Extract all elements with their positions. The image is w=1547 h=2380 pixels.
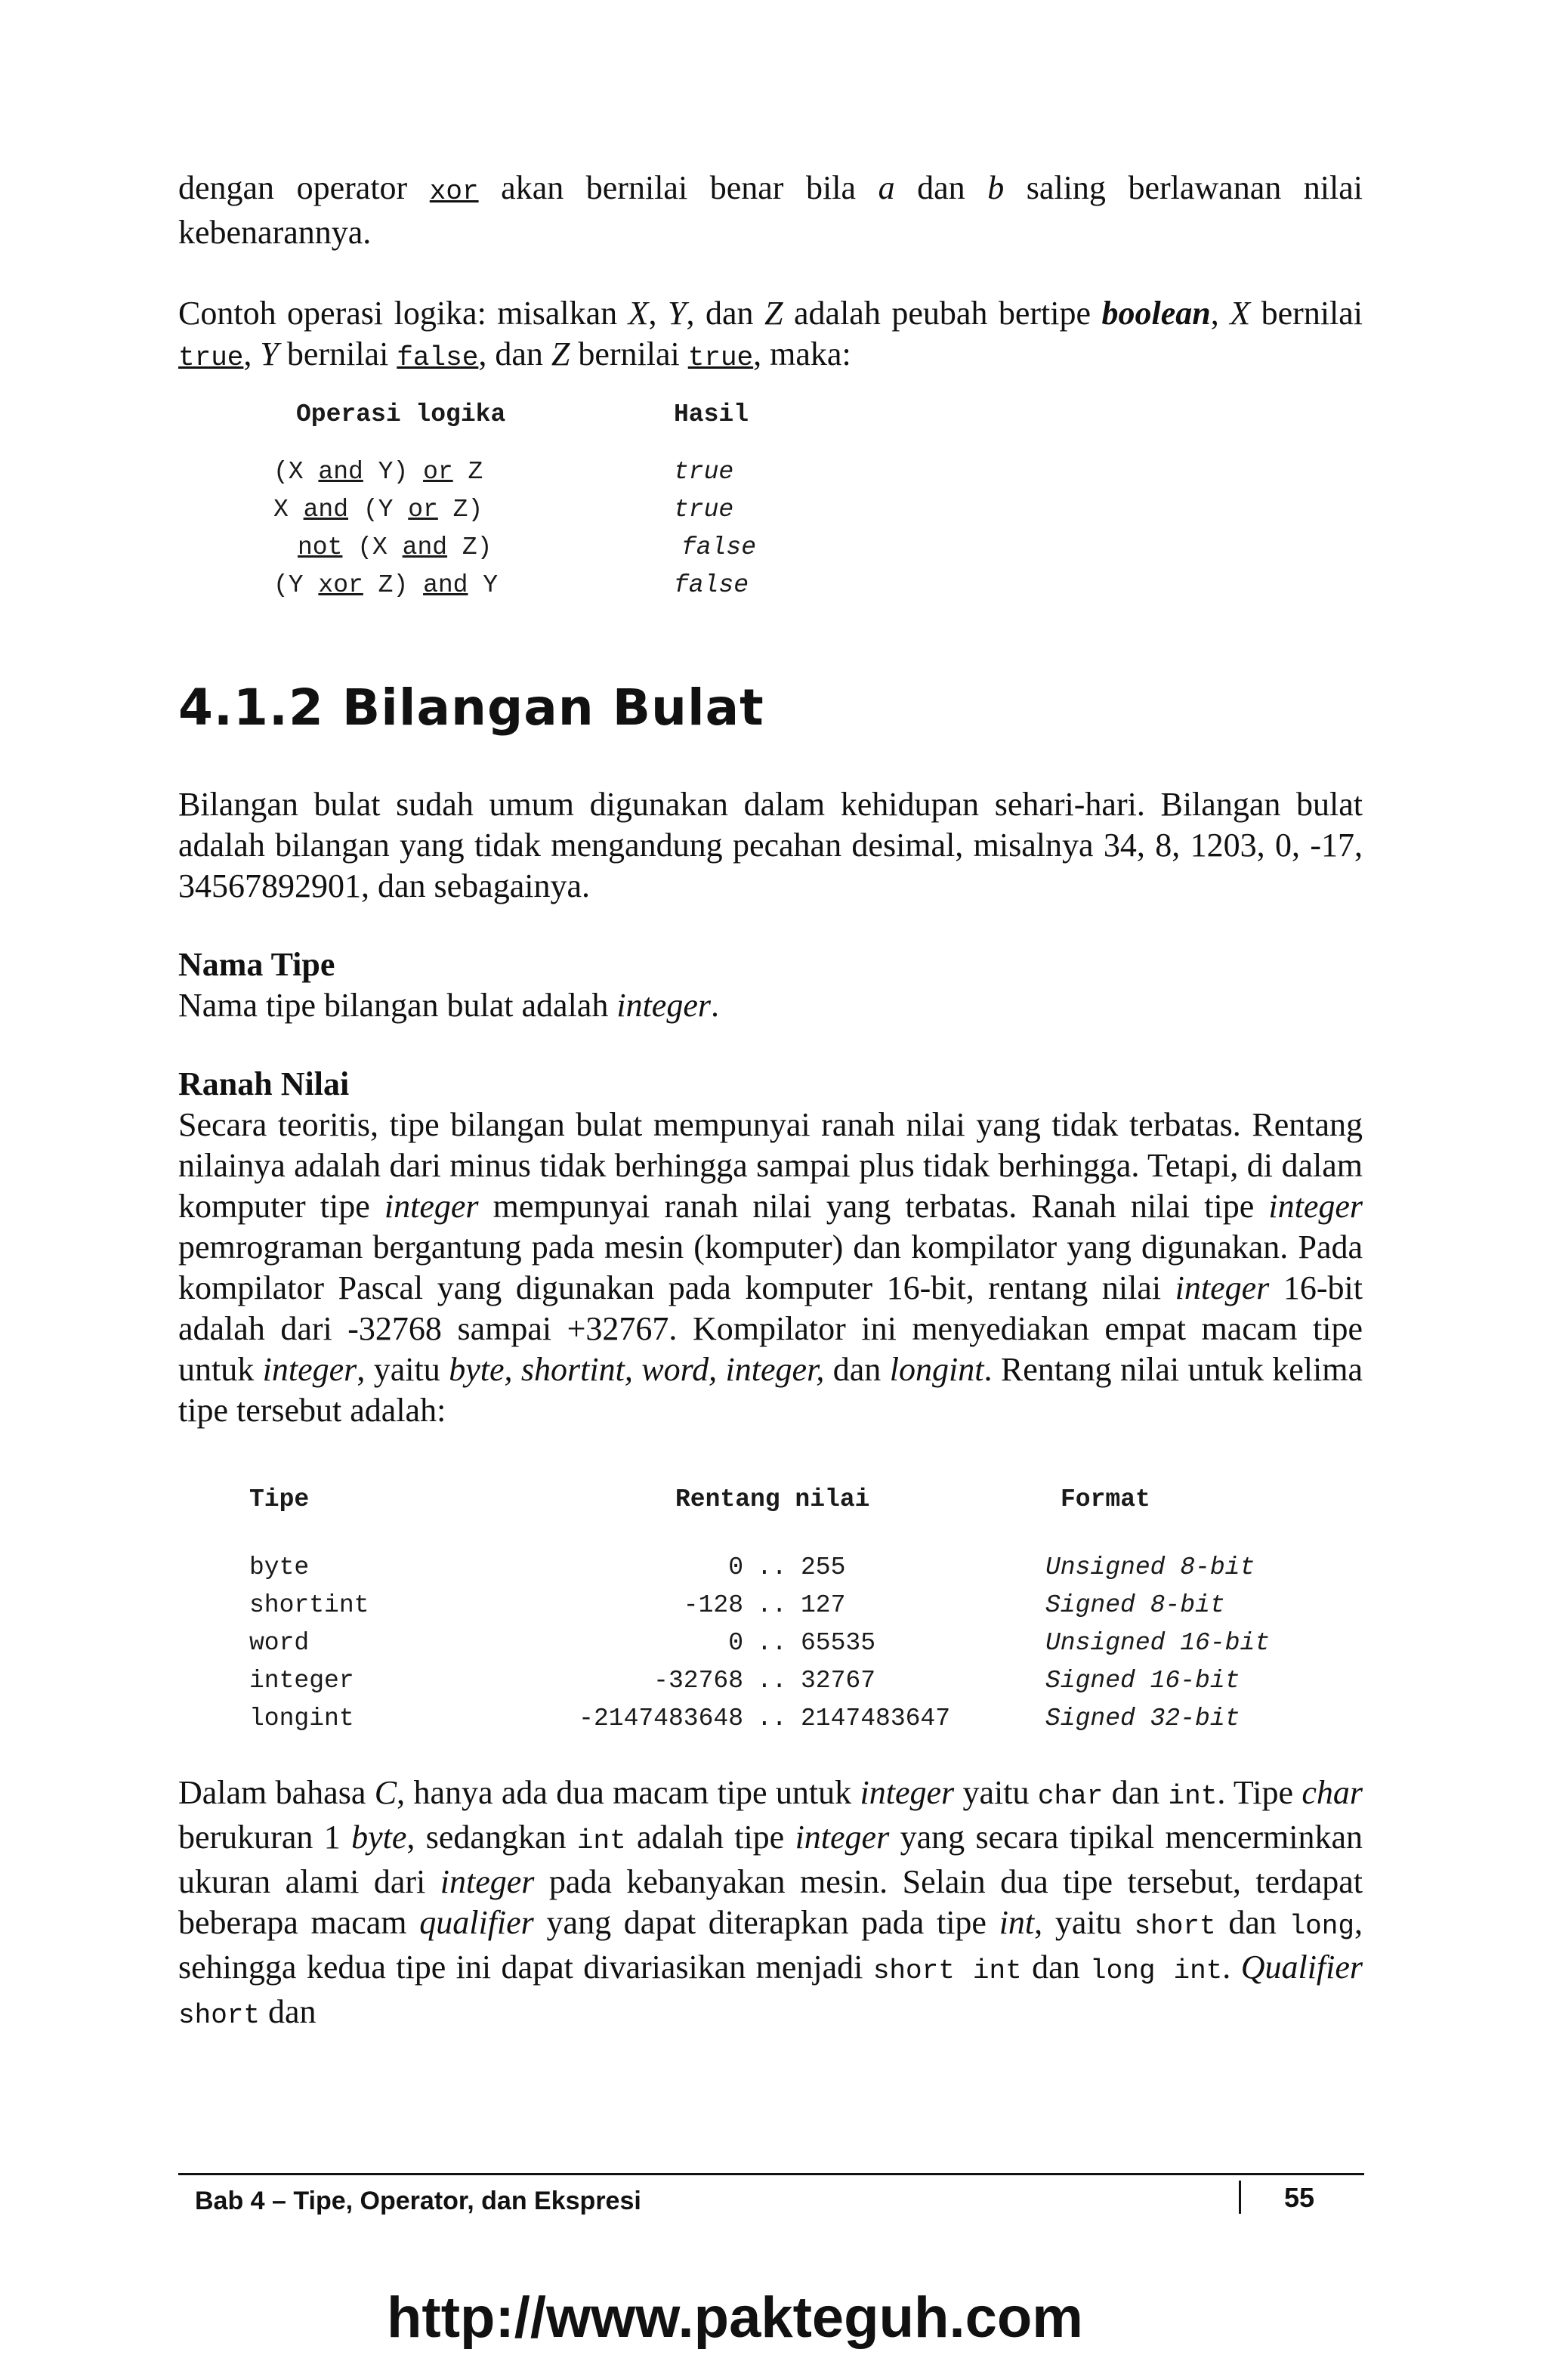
section-heading: 4.1.2 Bilangan Bulat xyxy=(178,678,764,737)
logic-result: true xyxy=(674,496,734,524)
range-header-range: Rentang nilai xyxy=(675,1485,870,1513)
range-header-format: Format xyxy=(1061,1485,1150,1513)
range-format: Signed 16-bit xyxy=(1045,1667,1240,1695)
range-type: integer xyxy=(249,1667,354,1695)
footer-chapter: Bab 4 – Tipe, Operator, dan Ekspresi xyxy=(195,2187,641,2215)
range-max: 127 xyxy=(801,1591,846,1619)
logic-table-row xyxy=(251,491,1233,529)
range-type: byte xyxy=(249,1553,310,1581)
range-separator: .. xyxy=(757,1667,787,1695)
logic-result: false xyxy=(674,571,749,599)
logic-table-header xyxy=(251,396,1233,434)
nama-tipe-title: Nama Tipe xyxy=(178,946,335,983)
range-table-row xyxy=(245,1624,1302,1662)
range-table-row xyxy=(245,1662,1302,1700)
intro-paragraph-1: dengan operator xor akan bernilai benar bila a dan b saling berlawanan nilai kebenarannya. xyxy=(178,169,1363,251)
range-separator: .. xyxy=(757,1705,787,1732)
range-table-row xyxy=(245,1587,1302,1624)
logic-result: false xyxy=(681,533,757,561)
range-separator: .. xyxy=(757,1591,787,1619)
range-format: Signed 8-bit xyxy=(1045,1591,1225,1619)
ranah-nilai-title: Ranah Nilai xyxy=(178,1065,350,1102)
logic-expression: not (X and Z) xyxy=(298,533,493,561)
range-max: 32767 xyxy=(801,1667,876,1695)
range-table-row xyxy=(245,1700,1302,1738)
logic-table-row xyxy=(251,529,1233,567)
range-format: Unsigned 16-bit xyxy=(1045,1629,1271,1657)
nama-tipe-block: Nama Tipe Nama tipe bilangan bulat adalah integer. xyxy=(178,946,719,1024)
range-type: longint xyxy=(249,1705,354,1732)
intro-paragraph-2: Contoh operasi logika: misalkan X, Y, dan Z adalah peubah bertipe boolean, X bernilai true, Y bernilai false, dan Z bernilai true, maka: xyxy=(178,295,1363,373)
logic-table-row xyxy=(251,567,1233,604)
range-min: -128 xyxy=(683,1591,743,1619)
range-min: 0 xyxy=(728,1553,743,1581)
logic-operation-table xyxy=(251,396,1233,604)
logic-header-operation: Operasi logika xyxy=(296,400,506,428)
range-max: 2147483647 xyxy=(801,1705,951,1732)
integer-range-table xyxy=(245,1481,1302,1738)
range-min: 0 xyxy=(728,1629,743,1657)
range-header-type: Tipe xyxy=(249,1485,310,1513)
page-number: 55 xyxy=(1284,2182,1315,2213)
bilangan-paragraph: Bilangan bulat sudah umum digunakan dalam kehidupan sehari-hari. Bilangan bulat adalah bilangan yang tidak mengandung pecahan desimal, misalnya 34, 8, 1203, 0, -17, 34567892901, dan sebagainya. xyxy=(178,786,1363,904)
range-max: 65535 xyxy=(801,1629,876,1657)
range-min: -32768 xyxy=(653,1667,743,1695)
range-format: Signed 32-bit xyxy=(1045,1705,1240,1732)
range-min: -2147483648 xyxy=(579,1705,743,1732)
footer-rule xyxy=(178,2173,1364,2175)
range-type: shortint xyxy=(249,1591,369,1619)
logic-header-result: Hasil xyxy=(674,400,749,428)
footer-separator xyxy=(1239,2181,1241,2214)
range-separator: .. xyxy=(757,1629,787,1657)
logic-expression: (Y xor Z) and Y xyxy=(273,571,499,599)
range-type: word xyxy=(249,1629,310,1657)
logic-table-row xyxy=(251,453,1233,491)
logic-expression: (X and Y) or Z xyxy=(273,458,483,486)
range-table-row xyxy=(245,1549,1302,1587)
ranah-nilai-block: Ranah Nilai Secara teoritis, tipe bilangan bulat mempunyai ranah nilai yang tidak terbatas. Rentang nilainya adalah dari minus tidak berhingga sampai plus tidak berhingga. Tetapi, di dalam komputer tipe integer mempunyai ranah nilai yang terbatas. Ranah nilai tipe integer pemrograman bergantung pada mesin (komputer) dan kompilator yang digunakan. Pada kompilator Pascal yang digunakan pada komputer 16-bit, rentang nilai integer 16-bit adalah dari -32768 sampai +32767. Kompilator ini menyediakan empat macam tipe untuk integer, yaitu byte, shortint, word, integer, dan longint. Rentang nilai untuk kelima tipe tersebut adalah: xyxy=(178,1065,1363,1429)
range-table-header xyxy=(245,1481,1302,1519)
logic-expression: X and (Y or Z) xyxy=(273,496,483,524)
c-language-paragraph: Dalam bahasa C, hanya ada dua macam tipe untuk integer yaitu char dan int. Tipe char berukuran 1 byte, sedangkan int adalah tipe integer yang secara tipikal mencerminkan ukuran alami dari integer pada kebanyakan mesin. Selain dua tipe tersebut, terdapat beberapa macam qualifier yang dapat diterapkan pada tipe int, yaitu short dan long, sehingga kedua tipe ini dapat divariasikan menjadi short int dan long int. Qualifier short dan xyxy=(178,1774,1363,2031)
logic-result: true xyxy=(674,458,734,486)
range-max: 255 xyxy=(801,1553,846,1581)
website-url: http://www.pakteguh.com xyxy=(387,2286,1083,2350)
range-format: Unsigned 8-bit xyxy=(1045,1553,1255,1581)
range-separator: .. xyxy=(757,1553,787,1581)
